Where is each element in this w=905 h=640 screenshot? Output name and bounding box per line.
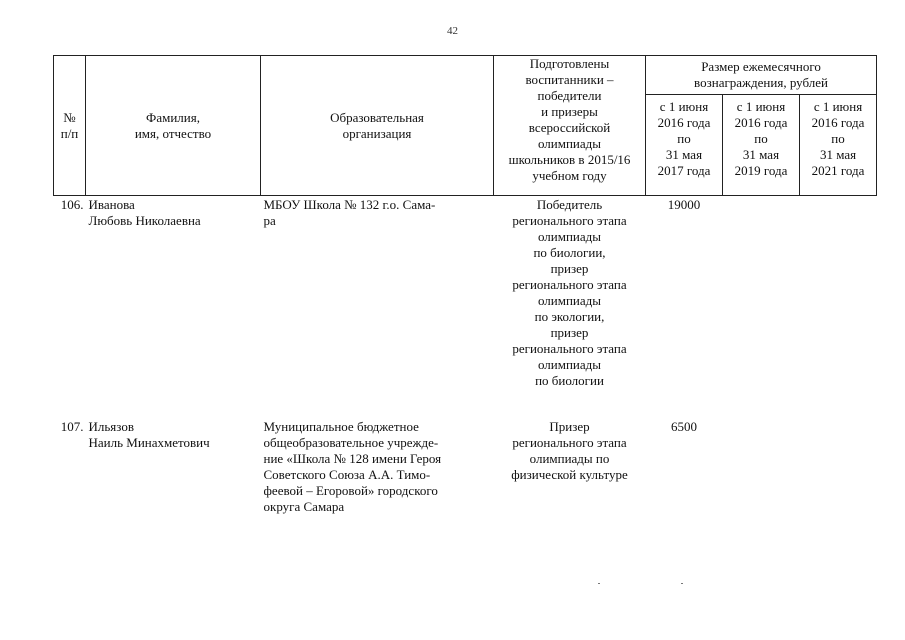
table-row — [54, 196, 877, 418]
header-period-2021: с 1 июня 2016 года по 31 мая 2021 года — [800, 95, 877, 196]
amount-2019 — [723, 418, 800, 515]
achievement: Призер регионального этапа олимпиады по физической культуре — [511, 418, 628, 482]
achievement: Победитель регионального этапа олимпиады по биологии, призер регионального этапа олимпиады по экологии, призер регионального этапа олимпиады по биологии — [512, 197, 627, 388]
row-number: 107. — [60, 418, 84, 434]
amount-2017: 6500 — [671, 418, 697, 434]
scan-speck — [681, 583, 683, 584]
person-name: Иванова Любовь Николаевна — [88, 197, 201, 228]
amount-2019 — [723, 196, 800, 418]
organization-name: Муниципальное бюджетное общеобразовательное учрежде- ние «Школа № 128 имени Героя Советского Союза А.А. Тимо- феевой – Егоровой» городского округа Самара — [263, 418, 442, 514]
table-row — [54, 418, 877, 515]
awards-table — [53, 55, 877, 515]
header-num: № п/п — [54, 56, 86, 196]
header-organization: Образовательная организация — [261, 56, 494, 196]
amount-2021 — [800, 418, 877, 515]
header-period-2019: с 1 июня 2016 года по 31 мая 2019 года — [723, 95, 800, 196]
page-number: 42 — [447, 25, 458, 37]
row-number: 106. — [60, 197, 84, 212]
header-award-amount: Размер ежемесячного вознаграждения, рублей — [646, 56, 877, 95]
person-name: Ильязов Наиль Минахметович — [88, 418, 210, 450]
header-prepared-winners: Подготовлены воспитанники – победители и призеры всероссийской олимпиады школьников в 2015/16 учебном году — [494, 56, 646, 196]
amount-2017: 19000 — [667, 197, 701, 212]
amount-2021 — [800, 196, 877, 418]
header-period-2017: с 1 июня 2016 года по 31 мая 2017 года — [646, 95, 723, 196]
scan-speck — [598, 583, 600, 584]
organization-name: МБОУ Школа № 132 г.о. Сама- ра — [263, 197, 436, 228]
header-name: Фамилия, имя, отчество — [86, 56, 261, 196]
